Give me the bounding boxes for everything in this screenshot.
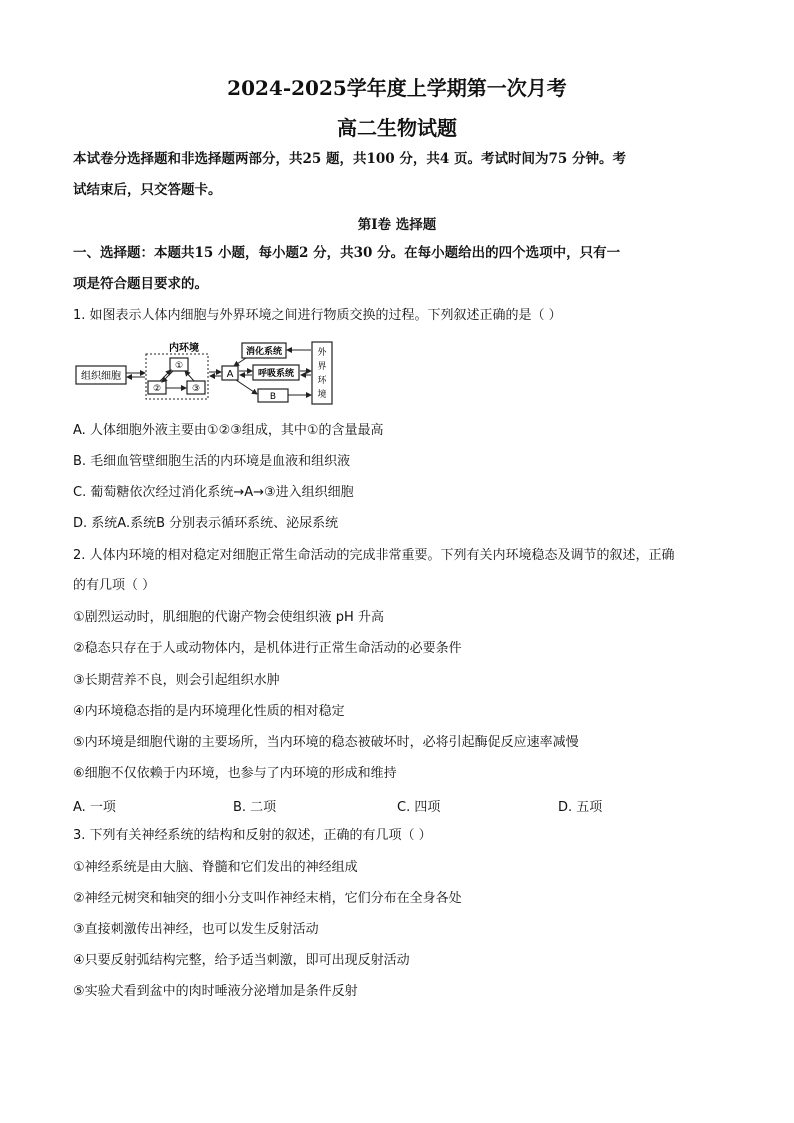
question-2-item-2: ②稳态只存在于人或动物体内，是机体进行正常生命活动的必要条件: [73, 641, 462, 656]
section-title: 第Ⅰ卷 选择题: [357, 217, 437, 233]
question-2-item-6: ⑥细胞不仅依赖于内环境，也参与了内环境的形成和维持: [73, 766, 397, 781]
question-1-option-d: D. 系统A.系统B 分别表示循环系统、泌尿系统: [73, 516, 339, 531]
question-2-item-4: ④内环境稳态指的是内环境理化性质的相对稳定: [73, 704, 345, 719]
exam-intro-line-1: 本试卷分选择题和非选择题两部分，共25 题，共100 分，共4 页。考试时间为75 分钟。考: [73, 151, 626, 167]
section-instruction-line-1: 一、选择题：本题共15 小题，每小题2 分，共30 分。在每小题给出的四个选项中，只有一: [73, 245, 621, 261]
question-2-item-3: ③长期营养不良，则会引起组织水肿: [73, 673, 280, 688]
question-2-option-c: C. 四项: [397, 800, 441, 815]
question-2-item-1: ①剧烈运动时，肌细胞的代谢产物会使组织液 pH 升高: [73, 610, 384, 625]
question-3-item-2: ②神经元树突和轴突的细小分支叫作神经末梢，它们分布在全身各处: [73, 891, 462, 906]
diagram-external-char-1: 外: [317, 348, 327, 358]
question-1-option-c: C. 葡萄糖依次经过消化系统→A→③进入组织细胞: [73, 485, 354, 500]
diagram-node-2: ②: [152, 384, 162, 394]
section-instruction-line-2: 项是符合题目要求的。: [73, 276, 208, 292]
question-3-item-4: ④只要反射弧结构完整，给予适当刺激，即可出现反射活动: [73, 953, 410, 968]
question-3-item-1: ①神经系统是由大脑、脊髓和它们发出的神经组成: [73, 860, 358, 875]
diagram-node-b: B: [269, 392, 277, 402]
question-1-option-b: B. 毛细血管壁细胞生活的内环境是血液和组织液: [73, 454, 351, 469]
question-2-option-d: D. 五项: [558, 800, 603, 815]
diagram-node-a: A: [226, 369, 234, 380]
diagram-node-3: ③: [191, 384, 201, 394]
diagram-external-char-4: 境: [317, 390, 327, 400]
question-1-stem: 1. 如图表示人体内细胞与外界环境之间进行物质交换的过程。下列叙述正确的是（ ）: [73, 308, 562, 323]
question-2-option-b: B. 二项: [233, 800, 277, 815]
diagram-node-1: ①: [174, 361, 184, 371]
question-2-option-a: A. 一项: [73, 800, 116, 815]
exam-intro-line-2: 试结束后，只交答题卡。: [73, 182, 222, 198]
question-2-item-5: ⑤内环境是细胞代谢的主要场所，当内环境的稳态被破坏时，必将引起酶促反应速率减慢: [73, 735, 579, 750]
exam-title: 2024-2025学年度上学期第一次月考: [227, 76, 567, 100]
question-3-stem: 3. 下列有关神经系统的结构和反射的叙述，正确的有几项（ ）: [73, 828, 432, 843]
question-3-item-5: ⑤实验犬看到盆中的肉时唾液分泌增加是条件反射: [73, 984, 358, 999]
diagram-external-char-3: 环: [317, 376, 327, 386]
question-2-stem-line-1: 2. 人体内环境的相对稳定对细胞正常生命活动的完成非常重要。下列有关内环境稳态及调节的叙述，正确: [73, 548, 675, 563]
exam-subtitle: 高二生物试题: [337, 116, 457, 140]
question-1-diagram: [74, 339, 336, 407]
question-1-option-a: A. 人体细胞外液主要由①②③组成，其中①的含量最高: [73, 423, 384, 438]
diagram-digestive-system: 消化系统: [245, 347, 283, 357]
diagram-inner-env-label: 内环境: [169, 343, 199, 354]
diagram-tissue-cell-label: 组织细胞: [81, 371, 121, 382]
question-3-item-3: ③直接刺激传出神经，也可以发生反射活动: [73, 922, 319, 937]
diagram-respiratory-system: 呼吸系统: [257, 369, 295, 379]
diagram-external-char-2: 界: [317, 362, 327, 372]
question-2-stem-line-2: 的有几项（ ）: [73, 578, 156, 593]
